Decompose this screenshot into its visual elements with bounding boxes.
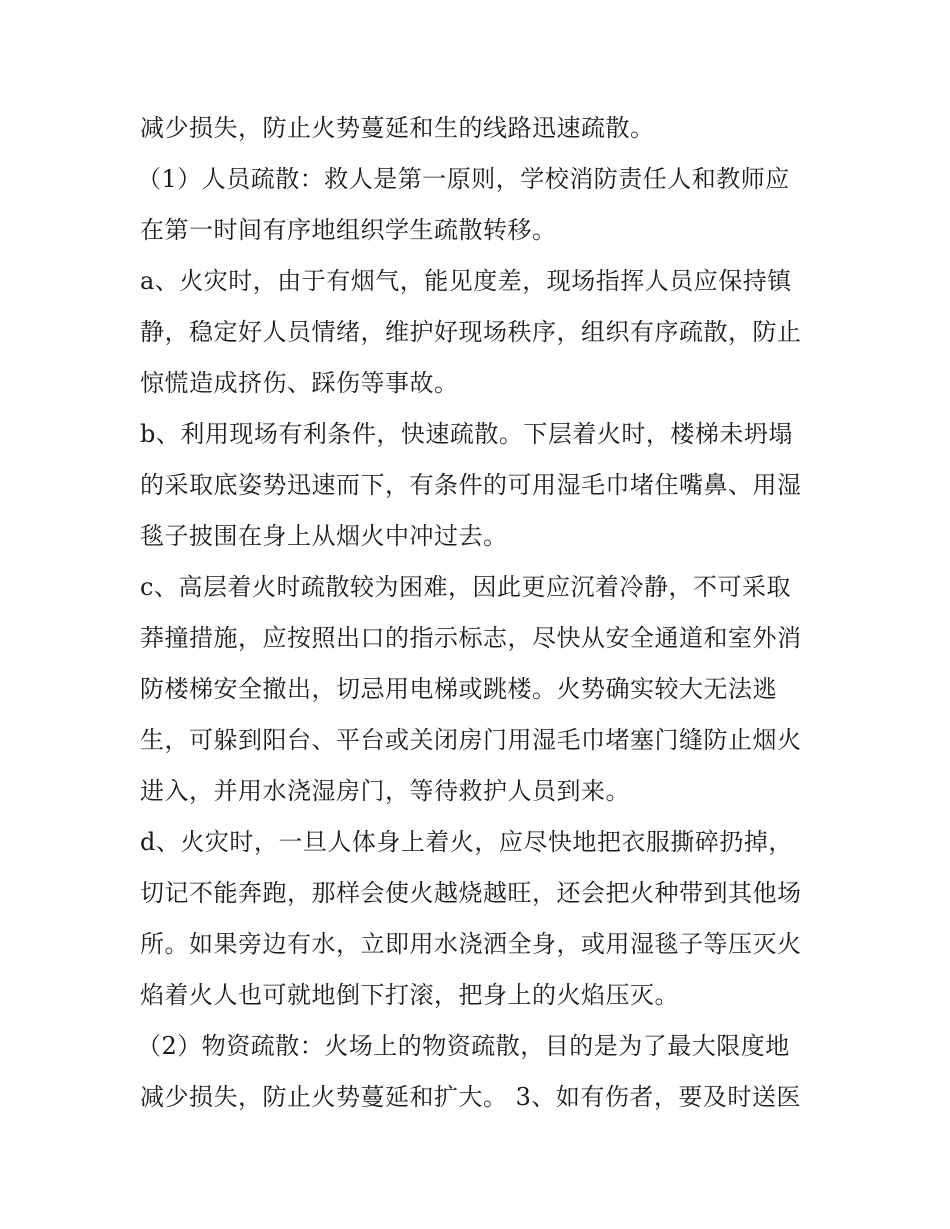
text-line-15: d、火灾时，一旦人体身上着火，应尽快地把衣服撕碎扔掉， <box>140 828 793 856</box>
text-line-20: 减少损失，防止火势蔓延和扩大。 3、如有伤者，要及时送医 <box>140 1083 801 1111</box>
text-line-13: 生，可躲到阳台、平台或关闭房门用湿毛巾堵塞门缝防止烟火 <box>140 726 802 754</box>
text-line-19: （2）物资疏散：火场上的物资疏散，目的是为了最大限度地 <box>137 1032 790 1060</box>
text-line-9: 毯子披围在身上从烟火中冲过去。 <box>140 522 508 550</box>
text-line-5: 静，稳定好人员情绪，维护好现场秩序，组织有序疏散，防止 <box>140 318 802 346</box>
text-line-7: b、利用现场有利条件，快速疏散。下层着火时，楼梯未坍塌 <box>140 420 793 448</box>
text-line-11: 莽撞措施，应按照出口的指示标志，尽快从安全通道和室外消 <box>140 624 802 652</box>
text-line-18: 焰着火人也可就地倒下打滚，把身上的火焰压灭。 <box>140 981 679 1009</box>
text-line-10: c、高层着火时疏散较为困难，因此更应沉着冷静，不可采取 <box>140 573 791 601</box>
text-line-8: 的采取底姿势迅速而下，有条件的可用湿毛巾堵住嘴鼻、用湿 <box>140 471 802 499</box>
text-line-14: 进入，并用水浇湿房门，等待救护人员到来。 <box>140 777 630 805</box>
text-line-12: 防楼梯安全撤出，切忌用电梯或跳楼。火势确实较大无法逃 <box>140 675 777 703</box>
text-line-16: 切记不能奔跑，那样会使火越烧越旺，还会把火种带到其他场 <box>140 879 802 907</box>
text-line-1: 减少损失，防止火势蔓延和生的线路迅速疏散。 <box>140 114 655 142</box>
text-line-6: 惊慌造成挤伤、踩伤等事故。 <box>140 369 459 397</box>
text-line-3: 在第一时间有序地组织学生疏散转移。 <box>140 216 557 244</box>
text-line-4: a、火灾时，由于有烟气，能见度差，现场指挥人员应保持镇 <box>140 267 792 295</box>
text-line-17: 所。如果旁边有水，立即用水浇洒全身，或用湿毯子等压灭火 <box>140 930 802 958</box>
text-line-2: （1）人员疏散：救人是第一原则，学校消防责任人和教师应 <box>137 165 790 193</box>
